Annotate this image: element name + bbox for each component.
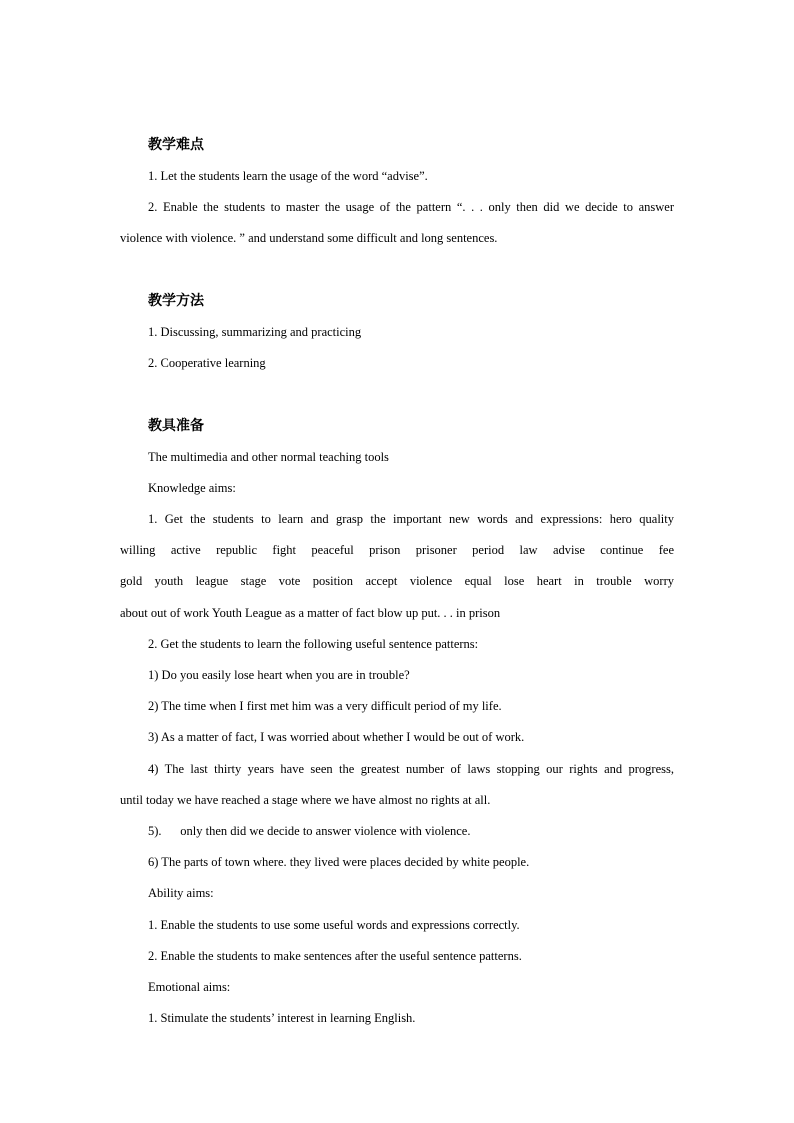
ability-item-1: 1. Enable the students to use some useful words and expressions correctly. [148,918,520,932]
sentence-pattern-1: 1) Do you easily lose heart when you are in trouble? [148,668,410,682]
knowledge-item-1-line-4: about out of work Youth League as a matter of fact blow up put. . . in prison [120,606,501,620]
sentence-pattern-4-line-2: until today we have reached a stage where we have almost no rights at all. [120,793,491,807]
section-heading-difficulties: 教学难点 [148,137,204,153]
sentence-pattern-5: 5). only then did we decide to answer violence with violence. [148,824,471,838]
emotional-item-1: 1. Stimulate the students’ interest in learning English. [148,1011,416,1025]
difficulty-item-2-line-1: 2. Enable the students to master the usage of the pattern “. . . only then did we decide to answer [148,200,674,214]
difficulty-item-1: 1. Let the students learn the usage of the word “advise”. [148,169,428,183]
sentence-pattern-4-line-1: 4) The last thirty years have seen the greatest number of laws stopping our rights and progress, [148,762,674,776]
sentence-pattern-3: 3) As a matter of fact, I was worried about whether I would be out of work. [148,730,525,744]
sentence-pattern-6: 6) The parts of town where. they lived were places decided by white people. [148,855,530,869]
knowledge-item-1-line-1: 1. Get the students to learn and grasp the important new words and expressions: hero quality [148,512,674,526]
sentence-pattern-2: 2) The time when I first met him was a very difficult period of my life. [148,699,502,713]
emotional-aims-label: Emotional aims: [148,980,231,994]
method-item-1: 1. Discussing, summarizing and practicing [148,325,362,339]
section-heading-methods: 教学方法 [148,293,204,309]
method-item-2: 2. Cooperative learning [148,356,266,370]
knowledge-item-1-line-3: gold youth league stage vote position accept violence equal lose heart in trouble worry [120,574,674,588]
knowledge-aims-label: Knowledge aims: [148,481,236,495]
knowledge-item-1-line-2: willing active republic fight peaceful prison prisoner period law advise continue fee [120,543,674,557]
ability-item-2: 2. Enable the students to make sentences after the useful sentence patterns. [148,949,522,963]
tools-text: The multimedia and other normal teaching tools [148,450,389,464]
section-heading-tools: 教具准备 [148,418,204,434]
ability-aims-label: Ability aims: [148,886,214,900]
difficulty-item-2-line-2: violence with violence. ” and understand some difficult and long sentences. [120,231,498,245]
knowledge-item-2: 2. Get the students to learn the following useful sentence patterns: [148,637,479,651]
